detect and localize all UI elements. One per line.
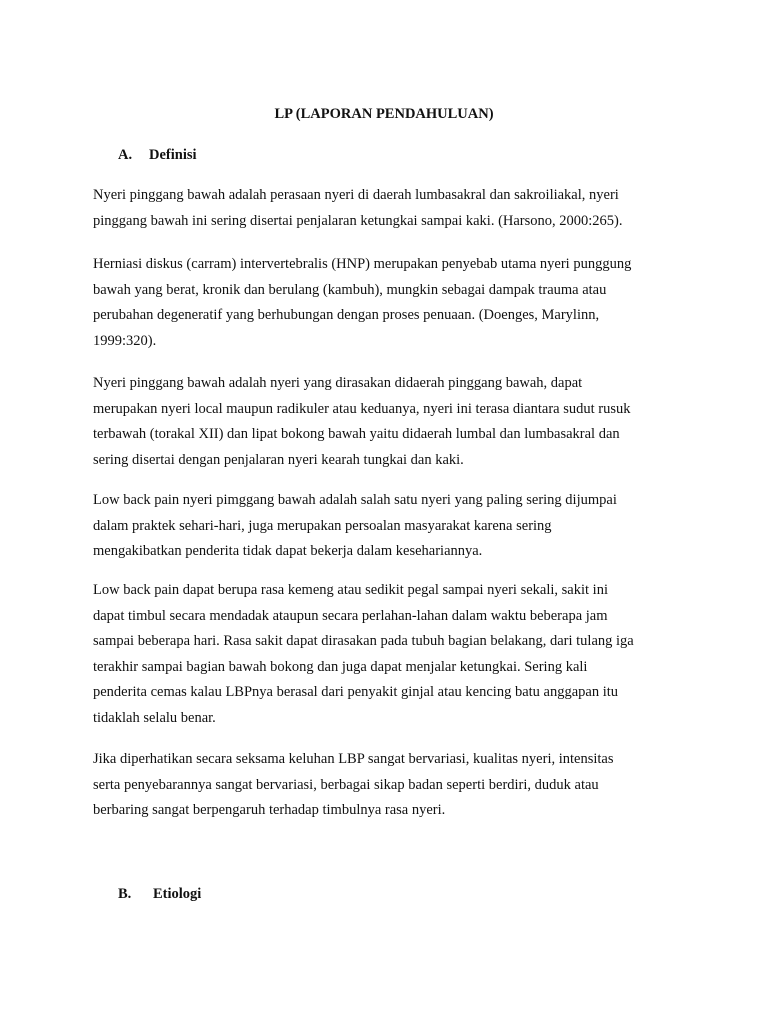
text-line: terbawah (torakal XII) dan lipat bokong bawah yaitu didaerah lumbal dan lumbasakral dan: [93, 426, 620, 442]
paragraph-3: [93, 371, 683, 473]
text-line: sampai beberapa hari. Rasa sakit dapat dirasakan pada tubuh bagian belakang, dari tulang iga: [93, 633, 634, 649]
text-line: terakhir sampai bagian bawah bokong dan juga dapat menjalar ketungkai. Sering kali: [93, 658, 588, 675]
document-title: LP (LAPORAN PENDAHULUAN): [274, 106, 494, 122]
section-number: A.: [118, 147, 133, 163]
text-line: berbaring sangat berpengaruh terhadap timbulnya rasa nyeri.: [93, 802, 446, 818]
text-line: penderita cemas kalau LBPnya berasal dari penyakit ginjal atau kencing batu anggapan itu: [93, 684, 619, 700]
text-line: sering disertai dengan penjalaran nyeri kearah tungkai dan kaki.: [93, 451, 464, 468]
text-line: mengakibatkan penderita tidak dapat bekerja dalam kesehariannya.: [93, 543, 483, 559]
text-line: Nyeri pinggang bawah adalah nyeri yang dirasakan didaerah pinggang bawah, dapat: [93, 375, 583, 391]
text-line: bawah yang berat, kronik dan berulang (kambuh), mungkin sebagai dampak trauma atau: [93, 281, 607, 298]
paragraph-5: [93, 578, 683, 731]
text-line: Herniasi diskus (carram) intervertebralis (HNP) merupakan penyebab utama nyeri punggung: [93, 256, 632, 272]
text-line: Jika diperhatikan secara seksama keluhan LBP sangat bervariasi, kualitas nyeri, intensitas: [93, 751, 614, 767]
text-line: Nyeri pinggang bawah adalah perasaan nyeri di daerah lumbasakral dan sakroiliakal, nyeri: [93, 187, 619, 203]
section-number: B.: [118, 886, 132, 902]
section-title: Etiologi: [153, 886, 202, 902]
text-line: dapat timbul secara mendadak ataupun secara perlahan-lahan dalam waktu beberapa jam: [93, 607, 608, 624]
text-line: merupakan nyeri local maupun radikuler atau keduanya, nyeri ini terasa diantara sudut rusuk: [93, 400, 631, 417]
paragraph-2: [93, 252, 683, 354]
section-heading-etiologi: [118, 884, 201, 904]
text-line: perubahan degeneratif yang berhubungan dengan proses penuaan. (Doenges, Marylinn,: [93, 307, 600, 323]
text-line: serta penyebarannya sangat bervariasi, berbagai sikap badan seperti berdiri, duduk atau: [93, 776, 599, 793]
section-heading-definisi: [118, 145, 197, 165]
paragraph-6: [93, 747, 683, 824]
text-line: Low back pain nyeri pimggang bawah adalah salah satu nyeri yang paling sering dijumpai: [93, 492, 617, 508]
paragraph-4: [93, 488, 683, 565]
text-line: pinggang bawah ini sering disertai penjalaran ketungkai sampai kaki. (Harsono, 2000:265).: [93, 212, 623, 229]
paragraph-1: [93, 183, 683, 234]
section-title: Definisi: [149, 147, 197, 163]
text-line: 1999:320).: [93, 332, 157, 349]
text-line: Low back pain dapat berupa rasa kemeng atau sedikit pegal sampai nyeri sekali, sakit ini: [93, 582, 608, 598]
text-line: tidaklah selalu benar.: [93, 709, 216, 726]
text-line: dalam praktek sehari-hari, juga merupakan persoalan masyarakat karena sering: [93, 517, 552, 534]
